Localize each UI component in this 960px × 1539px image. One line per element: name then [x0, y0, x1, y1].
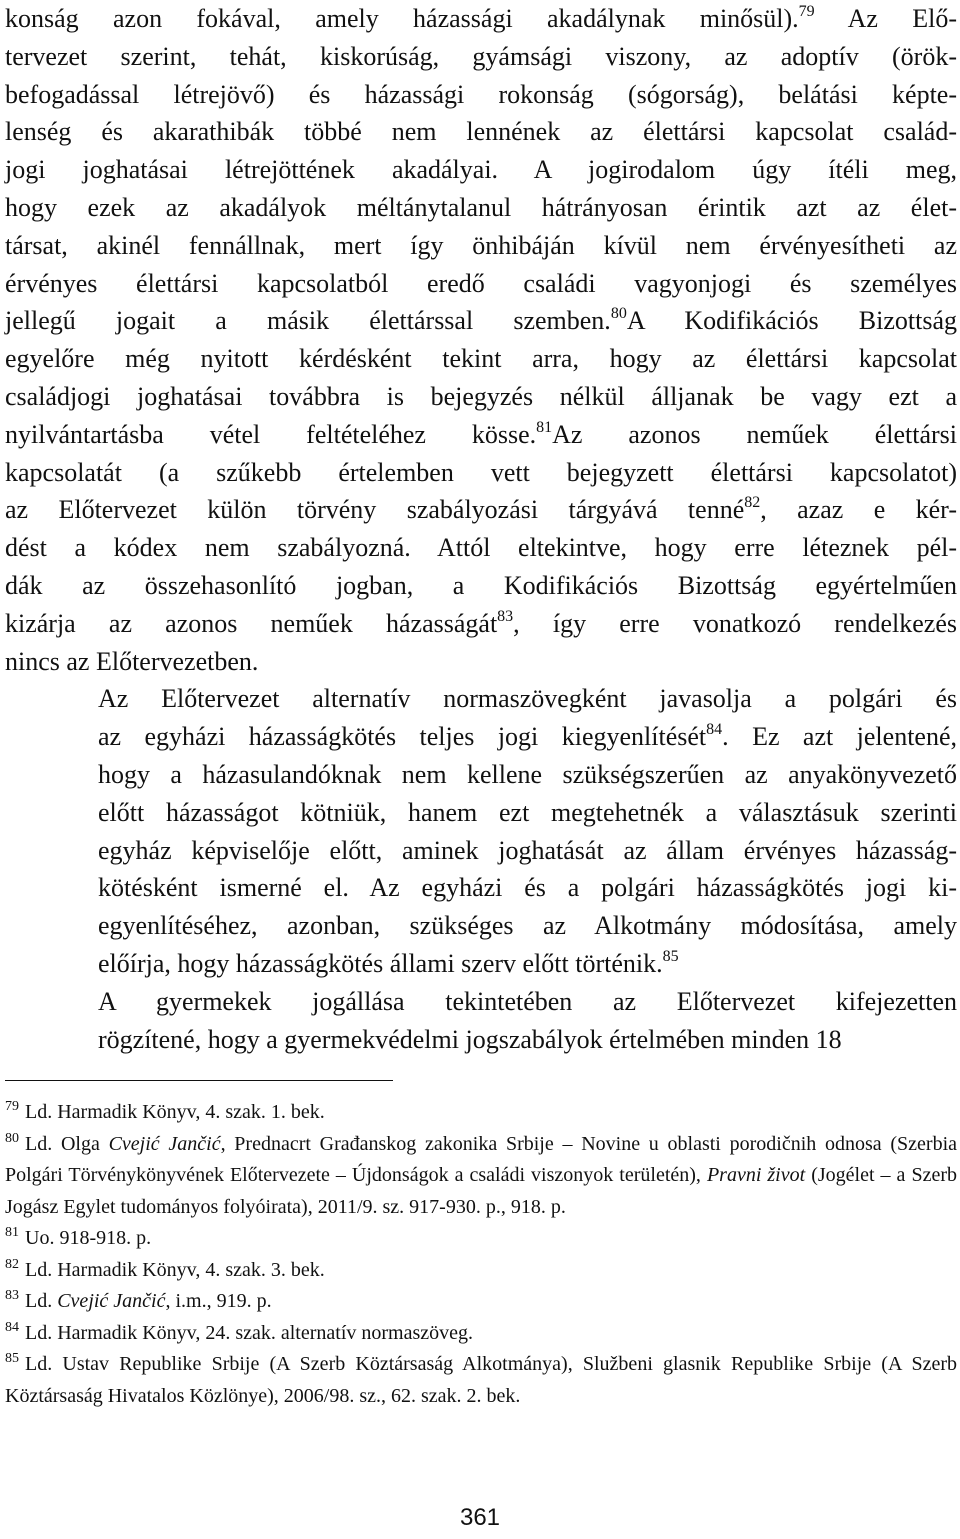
footnote-text: Uo. 918-918. p. — [25, 1227, 152, 1249]
text-line: egyház képviselője előtt, aminek joghatását az állam érvényes házasság- — [98, 835, 957, 865]
text-line: rögzítené, hogy a gyermekvédelmi jogszabályok értelmében minden 18 — [98, 1024, 842, 1054]
text-line: nyilvántartásba vétel feltételéhez kösse.$^{81}$Az azonos neműek élettársi — [5, 418, 957, 449]
text-line: jellegű jogait a másik élettárssal szemben.$^{80}$A Kodifikációs Bizottság — [5, 305, 957, 336]
footnote-reference[interactable]: 80 — [610, 305, 627, 323]
text-line: kizárja az azonos neműek házasságát$^{83}$, így erre vonatkozó rendelkezés — [5, 607, 957, 638]
paragraph-2 — [5, 680, 957, 982]
page-number: 361 — [459, 1504, 501, 1531]
text-line: családjogi joghatásai továbbra is bejegyzés nélkül álljanak be vagy ezt a — [5, 381, 957, 411]
paragraph-1 — [5, 0, 957, 680]
paragraph-3 — [5, 983, 957, 1059]
text-line: dést a kódex nem szabályozná. Attól eltekintve, hogy erre léteznek pél- — [5, 533, 957, 563]
footnote-number: 80 — [5, 1130, 19, 1146]
text-line: előírja, hogy házasságkötés állami szerv előtt történik.$^{85}$ — [98, 947, 679, 978]
text-line: kötésként ismerné el. Az egyházi és a polgári házasságkötés jogi ki- — [98, 873, 957, 903]
text-line: hogy a házasulandóknak nem kellene szükségszerűen az anyakönyvezető — [98, 759, 957, 789]
footnote-79 — [5, 1097, 957, 1129]
footnote-text: Ld. Olga — [25, 1132, 109, 1155]
footnote-reference[interactable]: 84 — [706, 721, 723, 739]
text-line: egyelőre még nyitott kérdésként tekint arra, hogy az élettársi kapcsolat — [5, 344, 957, 374]
footnote-number: 83 — [5, 1288, 19, 1303]
text-line: tervezet szerint, tehát, kiskorúság, gyámsági viszony, az adoptív (örök- — [5, 41, 957, 71]
footnote-text: , Prednacrt Građanskog zakonika Srbije – Novine u oblasti porodičnih odnosa (Szerbia Polgári Törvénykönyvének Előtervezete – Újdonságok a családi viszonyok területén), — [5, 1132, 958, 1186]
footnote-number: 84 — [5, 1319, 19, 1335]
text-line: előtt házasságot kötniük, hanem ezt megtehetnék a választásuk szerinti — [98, 797, 957, 827]
footnotes — [5, 1097, 957, 1412]
footnote-reference[interactable]: 82 — [744, 494, 761, 512]
footnote-81 — [5, 1223, 957, 1255]
footnote-text: Ld. Harmadik Könyv, 24. szak. alternatív normaszöveg. — [25, 1321, 474, 1344]
text-line: befogadással létrejövő) és házassági rokonság (sógorság), belátási képte- — [5, 79, 957, 109]
footnote-82 — [5, 1255, 957, 1287]
footnote-number: 85 — [5, 1351, 19, 1366]
footnote-italic-text: Cvejić Jančić — [57, 1290, 166, 1312]
text-line: érvényes élettársi kapcsolatból eredő családi vagyonjogi és személyes — [5, 268, 957, 298]
footnote-separator — [5, 1080, 393, 1081]
text-line: jogi joghatásai létrejöttének akadályai. A jogirodalom úgy ítéli meg, — [5, 155, 957, 185]
footnote-reference[interactable]: 79 — [798, 3, 815, 20]
text-line: konság azon fokával, amely házassági akadálynak minősül).$^{79}$ Az Elő- — [5, 3, 957, 33]
footnote-text: Ld. — [25, 1290, 58, 1312]
footnote-80 — [5, 1129, 957, 1224]
footnote-83 — [5, 1286, 957, 1318]
footnote-text: Ld. Harmadik Könyv, 4. szak. 3. bek. — [25, 1258, 325, 1281]
footnote-85 — [5, 1349, 957, 1412]
text-line: Az Előtervezet alternatív normaszövegként javasolja a polgári és — [98, 684, 957, 714]
footnote-italic-text: Pravni život — [706, 1164, 806, 1186]
footnote-text: Ld. Ustav Republike Srbije (A Szerb Köztársaság Alkotmánya), Službeni glasnik Republike Srbije (A Szerb Köztársaság Hivatalos Közlönye), 2006/98. sz., 62. szak. 2. bek. — [5, 1353, 957, 1407]
text-line: egyenlítéséhez, azonban, szükséges az Alkotmány módosítása, amely — [98, 911, 957, 941]
footnote-number: 79 — [5, 1099, 19, 1114]
footnote-reference[interactable]: 85 — [662, 947, 679, 965]
footnote-reference[interactable]: 83 — [497, 607, 514, 625]
footnote-text: (Jogélet – a Szerb Jogász Egylet tudományos folyóirata), 2011/9. sz. 917-930. p., 918. p. — [5, 1164, 957, 1218]
footnote-reference[interactable]: 81 — [536, 418, 553, 436]
text-line: az egyházi házasságkötés teljes jogi kiegyenlítését$^{84}$. Ez azt jelentené, — [98, 721, 957, 752]
text-line: nincs az Előtervezetben. — [5, 646, 259, 676]
footnote-text: , i.m., 919. p. — [165, 1290, 272, 1312]
text-line: kapcsolatát (a szűkebb értelemben vett bejegyzett élettársi kapcsolatot) — [5, 457, 957, 487]
text-line: dák az összehasonlító jogban, a Kodifikációs Bizottság egyértelműen — [5, 570, 957, 600]
footnote-italic-text: Cvejić Jančić — [108, 1132, 221, 1155]
footnote-text: Ld. Harmadik Könyv, 4. szak. 1. bek. — [25, 1101, 325, 1123]
footnote-84 — [5, 1318, 957, 1350]
text-line: társat, akinél fennállnak, mert így önhibáján kívül nem érvényesítheti az — [5, 230, 957, 260]
body-text — [5, 0, 957, 1058]
text-line: hogy ezek az akadályok méltánytalanul hátrányosan érintik azt az élet- — [5, 192, 957, 222]
footnote-number: 81 — [5, 1225, 19, 1240]
text-line: A gyermekek jogállása tekintetében az Előtervezet kifejezetten — [98, 986, 957, 1016]
text-line: az Előtervezet külön törvény szabályozási tárgyává tenné$^{82}$, azaz e kér- — [5, 494, 957, 525]
footnote-number: 82 — [5, 1256, 19, 1272]
text-line: lenség és akarathibák többé nem lennének az élettársi kapcsolat család- — [5, 117, 957, 147]
